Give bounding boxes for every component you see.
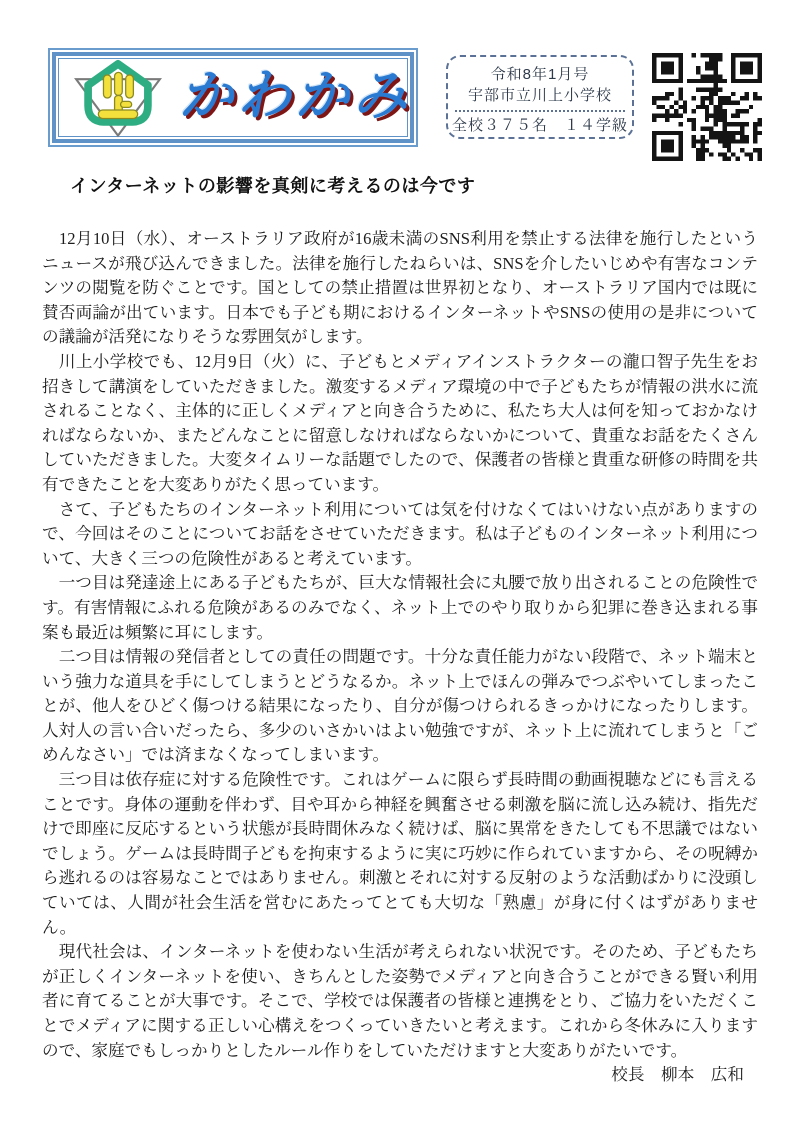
principal-signature: 校長 柳本 広和: [611, 1065, 744, 1085]
issue-label: 令和8年1月号: [490, 66, 590, 83]
article: [42, 172, 758, 1088]
school-emblem-icon: [67, 57, 169, 139]
masthead-logo-box-border: [52, 52, 414, 143]
article-body: [42, 227, 758, 1063]
paragraph: 二つ目は情報の発信者としての責任の問題です。十分な責任能力がない段階で、ネット端末という強力な道具を手にしてしまうとどうなるか。ネット上でほんの弾みでつぶやいてしまったことが、他人をひどく傷つける結果になったり、自分が傷つけられるきっかけになったりします。人対人の言い合いだったら、多少のいさかいはよい勉強ですが、ネット上に流れてしまうと「ごめんなさい」では済まなくなってしまいます。: [42, 647, 758, 765]
paragraph: 川上小学校でも、12月9日（火）に、子どもとメディアインストラクターの瀧口智子先生をお招きして講演をしていただきました。激変するメディア環境の中で子どもたちが情報の洪水に流されることなく、主体的に正しくメディアと向き合うために、私たち大人は何を知っておかなければならないか、またどんなことに留意しなければならないかについて、貴重なお話をたくさんしていただきました。大変タイムリーな話題でしたので、保護者の皆様と貴重な研修の時間を共有できたことを大変ありがたく思っています。: [42, 351, 758, 494]
masthead-logo-box-inner: [58, 58, 411, 137]
paragraph: 一つ目は発達途上にある子どもたちが、巨大な情報社会に丸腰で放り出されることの危険性です。有害情報にふれる危険があるのみでなく、ネット上でのやり取りから犯罪に巻き込まれる事案も最近は頻繁に耳にします。: [42, 573, 758, 642]
enrollment-label: 全校３７５名 １４学級: [451, 117, 628, 134]
paragraph: さて、子どもたちのインターネット利用については気を付けなくてはいけない点がありますので、今回はそのことについてお話をさせていただきます。私は子どものインターネット利用について、大きく三つの危険性があると考えています。: [42, 499, 758, 568]
paragraph: 現代社会は、インターネットを使わない生活が考えられない状況です。そのため、子どもたちが正しくインターネットを使い、きちんとした姿勢でメディアと向き合うことができる賢い利用者に育てることが大事です。そこで、学校では保護者の皆様と連携をとり、ご協力をいただくことでメディアに関する正しい心構えをつくっていきたいと考えます。これから冬休みに入りますので、家庭でもしっかりとしたルール作りをしていただけますと大変ありがたいです。: [42, 942, 758, 1060]
school-name: 宇部市立川上小学校: [467, 87, 612, 104]
article-heading: インターネットの影響を真剣に考えるのは今です: [70, 176, 476, 196]
info-divider: [455, 110, 625, 112]
issue-info-box: [446, 55, 634, 139]
masthead-logo-box: [48, 48, 418, 147]
newsletter-title: かわかみ: [179, 65, 411, 126]
paragraph: 三つ目は依存症に対する危険性です。これはゲームに限らず長時間の動画視聴などにも言えることです。身体の運動を伴わず、目や耳から神経を興奮させる刺激を脳に流し込み続け、指先だけで即座に反応するという状態が長時間休みなく続けば、脳に異常をきたしても不思議ではないでしょう。ゲームは長時間子どもを拘束するように実に巧妙に作られていますから、その呪縛から逃れるのは容易なことではありません。刺激とそれに対する反射のような活動ばかりに没頭していては、人間が社会生活を営むにあたってとても大切な「熟慮」が身に付くはずがありません。: [42, 770, 758, 937]
paragraph: 12月10日（水）、オーストラリア政府が16歳未満のSNS利用を禁止する法律を施行したというニュースが飛び込んできました。法律を施行したねらいは、SNSを介したいじめや有害なコンテンツの閲覧を防ぐことです。国としての禁止措置は世界初となり、オーストラリア国内では既に賛否両論が出ています。日本でも子ども期におけるインターネットやSNSの使用の是非についての議論が活発になりそうな雰囲気がします。: [42, 229, 758, 347]
qr-code-icon: [652, 53, 762, 161]
